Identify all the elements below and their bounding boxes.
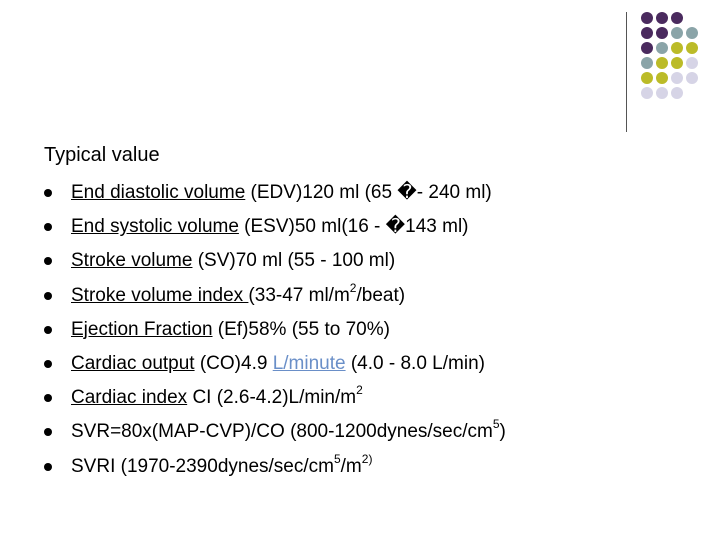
bullet-item xyxy=(44,450,684,484)
underlined-term: Stroke volume index xyxy=(71,284,249,306)
decorative-divider-line xyxy=(626,12,627,132)
decorative-dot xyxy=(671,87,683,99)
superscript-text: 2) xyxy=(361,451,373,466)
item-text: /m xyxy=(340,455,362,477)
bullet-item xyxy=(44,347,684,381)
bullet-dot-icon xyxy=(44,394,52,402)
bullet-item xyxy=(44,210,684,244)
decorative-dot xyxy=(671,27,683,39)
item-text: (Ef)58% (55 to 70%) xyxy=(212,318,390,340)
item-text: (33-47 ml/m xyxy=(248,284,350,306)
decorative-dot xyxy=(641,72,653,84)
decorative-dot xyxy=(656,72,668,84)
superscript-text: 5 xyxy=(333,451,341,466)
underlined-term: Stroke volume xyxy=(71,250,193,272)
item-text: SVR=80x(MAP-CVP)/CO (800-1200dynes/sec/cm xyxy=(71,421,493,443)
item-text: /beat) xyxy=(356,284,406,306)
decorative-dot xyxy=(641,12,653,24)
underlined-term: End diastolic volume xyxy=(71,182,246,203)
item-text: CI (2.6-4.2)L/min/m xyxy=(187,387,357,409)
item-text: (CO)4.9 xyxy=(194,353,273,375)
decorative-dot xyxy=(656,87,668,99)
decorative-dot xyxy=(671,57,683,69)
bullet-dot-icon xyxy=(44,223,52,231)
bullet-item xyxy=(44,415,684,449)
bullet-item xyxy=(44,381,684,415)
decorative-dot xyxy=(686,57,698,69)
bullet-dot-icon xyxy=(44,360,52,368)
decorative-dot xyxy=(641,57,653,69)
slide-heading: Typical value xyxy=(44,144,160,166)
bullet-item xyxy=(44,313,684,347)
bullet-item xyxy=(44,176,684,210)
slide-content xyxy=(44,142,684,484)
decorative-dot xyxy=(671,12,683,24)
bullet-dot-icon xyxy=(44,428,52,436)
hyperlink-text[interactable]: L/minute xyxy=(272,353,346,375)
bullet-item xyxy=(44,244,684,278)
decorative-dot xyxy=(686,72,698,84)
decorative-dot xyxy=(686,27,698,39)
item-text: (SV)70 ml (55 - 100 ml) xyxy=(192,250,396,272)
underlined-term: Cardiac output xyxy=(71,353,195,375)
superscript-text: 2 xyxy=(356,383,363,398)
decorative-dot xyxy=(656,42,668,54)
bullet-item xyxy=(44,279,684,313)
superscript-text: 2 xyxy=(349,280,357,295)
decorative-dot xyxy=(656,27,668,39)
decorative-dot xyxy=(671,42,683,54)
item-text: (EDV)120 ml (65 �- 240 ml) xyxy=(245,182,492,203)
underlined-term: Cardiac index xyxy=(71,387,188,409)
item-text: ) xyxy=(499,421,506,443)
decorative-dot xyxy=(671,72,683,84)
decorative-dot-grid xyxy=(640,10,720,120)
underlined-term: Ejection Fraction xyxy=(71,318,213,340)
bullet-list xyxy=(44,176,684,484)
decorative-dot xyxy=(656,57,668,69)
decorative-dot xyxy=(641,42,653,54)
bullet-dot-icon xyxy=(44,326,52,334)
decorative-dot xyxy=(656,12,668,24)
decorative-dot xyxy=(641,27,653,39)
bullet-dot-icon xyxy=(44,292,52,300)
item-text: SVRI (1970-2390dynes/sec/cm xyxy=(71,455,334,477)
item-text: (ESV)50 ml(16 - �143 ml) xyxy=(238,216,469,238)
superscript-text: 5 xyxy=(492,417,500,432)
item-text: (4.0 - 8.0 L/min) xyxy=(345,353,485,375)
bullet-dot-icon xyxy=(44,189,52,197)
underlined-term: End systolic volume xyxy=(71,216,239,238)
bullet-dot-icon xyxy=(44,463,52,471)
bullet-dot-icon xyxy=(44,257,52,265)
decorative-dot xyxy=(641,87,653,99)
decorative-dot xyxy=(686,42,698,54)
